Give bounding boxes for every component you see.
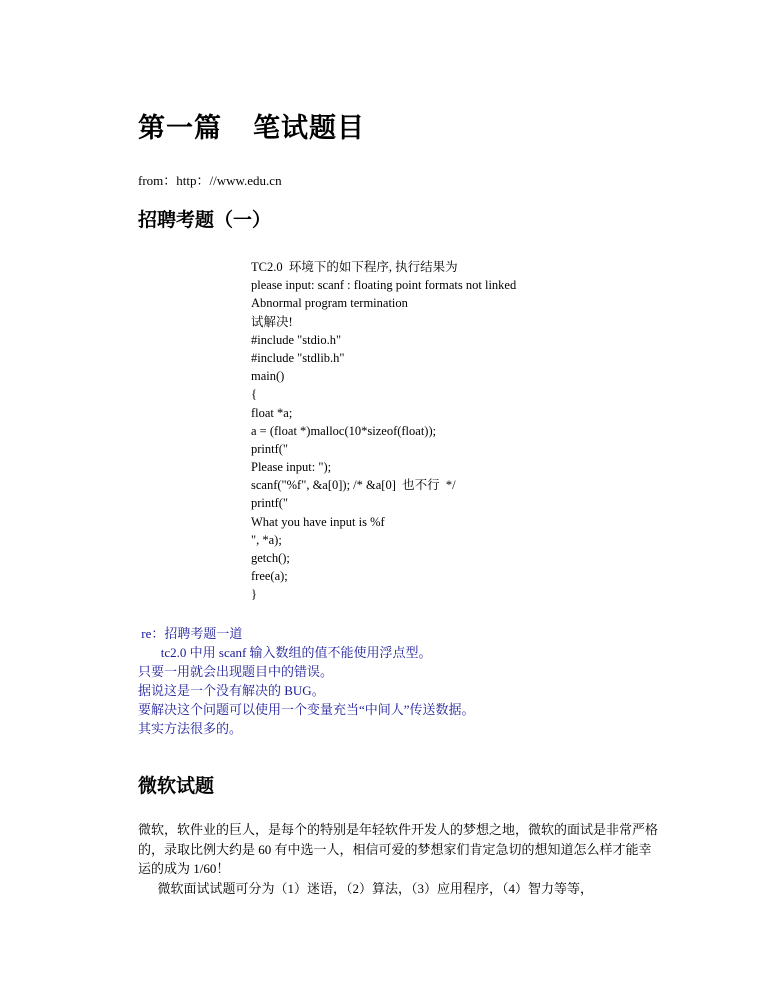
code-line: Please input: "); <box>251 460 332 475</box>
code-line: getch(); <box>251 551 290 565</box>
code-line: } <box>251 587 257 602</box>
page-title: 第一篇 笔试题目 <box>138 113 365 143</box>
code-line: ", *a); <box>251 532 282 547</box>
section-heading-microsoft: 微软试题 <box>138 776 215 797</box>
code-block <box>251 258 516 604</box>
reply-line: 要解决这个问题可以使用一个变量充当“中间人”传送数据。 <box>138 702 475 717</box>
paragraph-line: 微软，软件业的巨人，是每个的特别是年轻软件开发人的梦想之地，微软的面试是非常严格 <box>138 822 659 837</box>
code-line: float *a; <box>251 405 293 420</box>
reply-block <box>138 624 475 738</box>
microsoft-paragraph <box>138 820 659 898</box>
code-line: #include "stdlib.h" <box>251 350 345 365</box>
code-line: What you have input is %f <box>251 514 385 529</box>
code-line: scanf("%f", &a[0]); /* &a[0] 也不行 */ <box>251 478 456 493</box>
paragraph-line: 微软面试试题可分为（1）迷语，（2）算法，（3）应用程序，（4）智力等等， <box>138 880 594 896</box>
code-line: main() <box>251 369 285 384</box>
reply-line: re：招聘考题一道 <box>138 626 243 641</box>
paragraph-line: 运的成为 1/60！ <box>138 861 230 876</box>
code-line: a = (float *)malloc(10*sizeof(float)); <box>251 423 437 438</box>
section-heading-recruit: 招聘考题（一） <box>138 210 272 231</box>
code-line: please input: scanf : floating point formats not linked <box>251 278 517 293</box>
reply-line: 其实方法很多的。 <box>138 721 243 736</box>
paragraph-line: 的，录取比例大约是 60 有中选一人，相信可爱的梦想家们肯定急切的想知道怎么样才能幸 <box>138 841 652 857</box>
code-line: printf(" <box>251 441 289 456</box>
reply-line: 据说这是一个没有解决的 BUG。 <box>138 683 325 698</box>
code-line: { <box>251 387 257 402</box>
code-line: TC2.0 环境下的如下程序, 执行结果为 <box>251 260 458 274</box>
code-line: free(a); <box>251 569 288 584</box>
reply-line: 只要一用就会出现题目中的错误。 <box>138 664 334 679</box>
reply-line: tc2.0 中用 scanf 输入数组的值不能使用浮点型。 <box>138 645 432 660</box>
code-line: #include "stdio.h" <box>251 332 342 347</box>
code-line: 试解决! <box>251 314 293 329</box>
code-line: printf(" <box>251 496 289 511</box>
source-line: from：http：//www.edu.cn <box>138 173 282 188</box>
code-line: Abnormal program termination <box>251 296 408 311</box>
